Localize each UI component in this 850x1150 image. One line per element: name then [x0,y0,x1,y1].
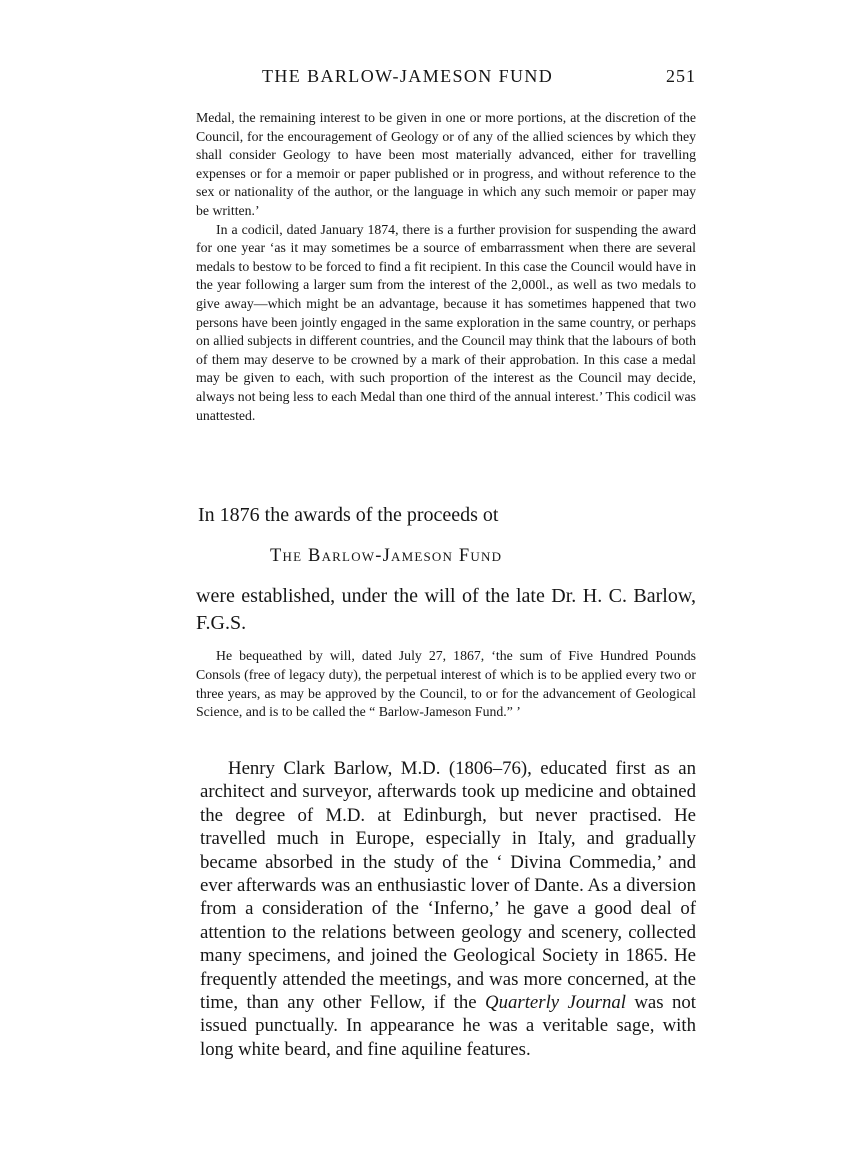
codicil-paragraph: In a codicil, dated January 1874, there is a further provision for suspending the award for one year ‘as it may sometimes be a source of embarrassment when there are several medals to bestow to be forced to find a fit recipient. In this case the Council would have in the year following a larger sum from the interest of the 2,000l., as well as two medals to give away—which might be an advantage, because it has sometimes happened that two persons have been jointly engaged in the same exploration in the same country, or perhaps on allied subjects in different countries, and the Council may think that the labours of both of them may deserve to be crowned by a mark of their approbation. In this case a medal may be given to each, with such proportion of the interest as the Council may decide, always not being less to each Medal than one third of the annual interest.’ This codicil was unattested. [196,221,697,423]
bequest-quote-block [196,647,696,722]
journal-title: Quarterly Journal [485,992,626,1014]
established-text: were established, under the will of the late Dr. H. C. Barlow, F.G.S. [196,585,696,634]
bequest-paragraph: He bequeathed by will, dated July 27, 1867, ‘the sum of Five Hundred Pounds Consols (free of legacy duty), the perpetual interest of which is to be applied every two or three years, as may be approved by the Council, to or for the advancement of Geological Science, and is to be called the “ Barlow-Jameson Fund.” ’ [196,648,696,720]
intro-line: In 1876 the awards of the proceeds ot [198,504,499,526]
medal-paragraph: Medal, the remaining interest to be given in one or more portions, at the discretion of the Council, for the encouragement of Geology or of any of the allied sciences by which they shall consider Geology to have been most materially advanced, either for travelling expenses or for a memoir or paper published or in progress, and without reference to the sex or nationality of the author, or the language in which any such memoir or paper may be written.’ [196,110,696,218]
biography-text [200,757,696,1061]
biography-text-part1: Henry Clark Barlow, M.D. (1806–76), educated first as an architect and surveyor, afterwards took up medicine and obtained the degree of M.D. at Edinburgh, but never practised. He travelled much in Europe, especially in Italy, and gradually became absorbed in the study of the ‘ Divina Commedia,’ and ever afterwards was an enthusiastic lover of Dante. As a diversion from a consideration of the ‘Inferno,’ he gave a good deal of attention to the relations between geology and scenery, collected many specimens, and joined the Geological Society in 1865. He frequently attended the meetings, and was more concerned, at the time, than any other Fellow, if the [200,758,696,1014]
biography-paragraph [200,757,696,1061]
page-number: 251 [666,66,696,86]
running-head [196,66,696,90]
will-extract-block [196,109,696,425]
established-paragraph [196,583,696,637]
fund-heading: The Barlow-Jameson Fund [270,546,503,566]
running-title: THE BARLOW-JAMESON FUND [262,66,554,86]
biography-text-part2: was not issued punctually. In appearance he was a veritable sage, with long white beard, and fine aquiline features. [200,992,696,1060]
